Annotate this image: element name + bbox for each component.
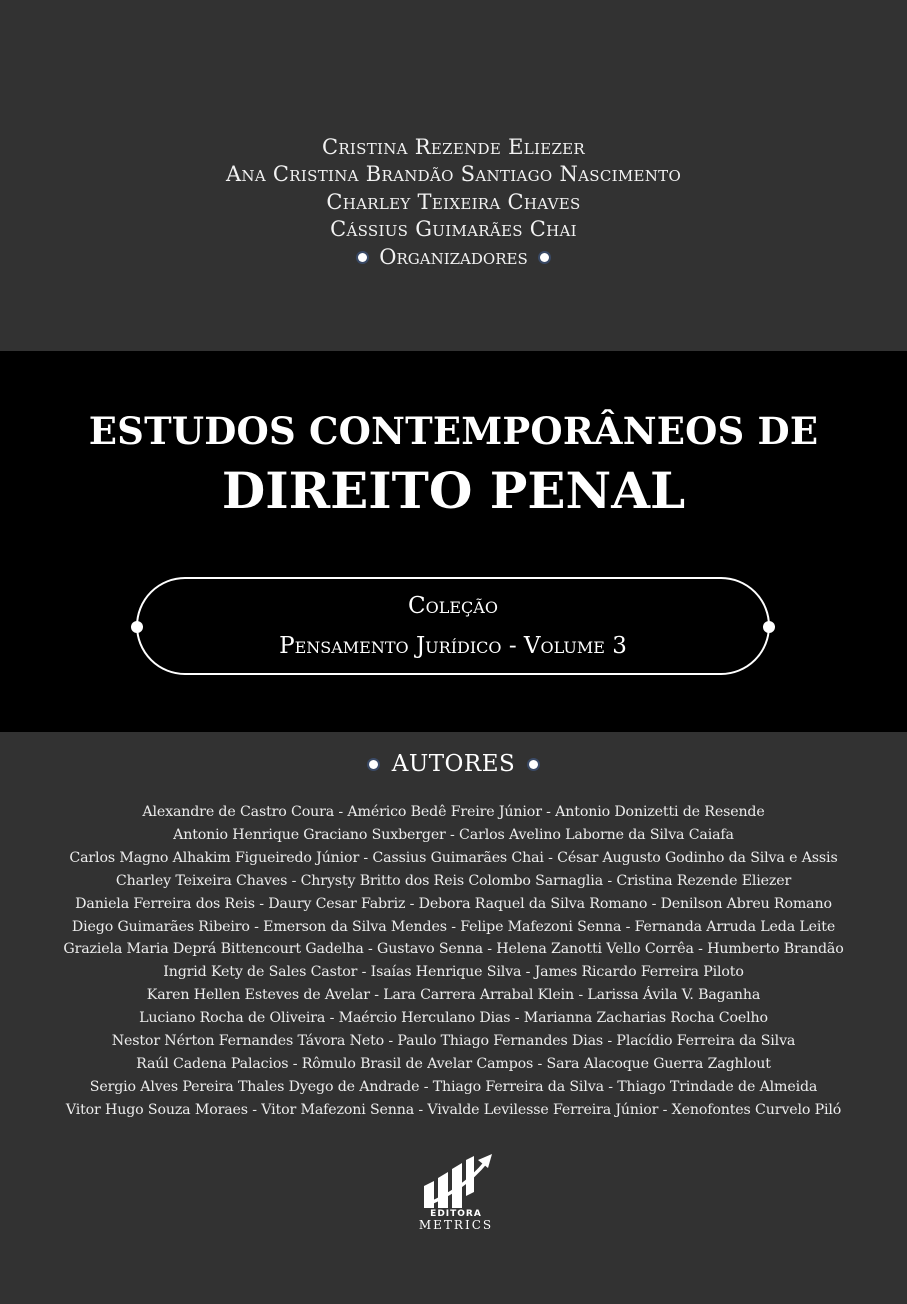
collection-frame xyxy=(136,577,770,675)
publisher-name: METRICS xyxy=(418,1218,494,1232)
bullet-dot-icon xyxy=(529,760,538,769)
author-line: Daniela Ferreira dos Reis - Daury Cesar Fabriz - Debora Raquel da Silva Romano - Denilson Abreu Romano xyxy=(75,895,832,912)
collection-label: Coleção xyxy=(408,593,498,619)
author-line: Vitor Hugo Souza Moraes - Vitor Mafezoni Senna - Vivalde Levilesse Ferreira Júnior - Xenofontes Curvelo Piló xyxy=(65,1101,842,1118)
bar-chart-arrow-icon xyxy=(414,1152,498,1210)
author-line: Nestor Nérton Fernandes Távora Neto - Paulo Thiago Fernandes Dias - Placídio Ferreira da Silva xyxy=(111,1033,796,1050)
author-line: Raúl Cadena Palacios - Rômulo Brasil de Avelar Campos - Sara Alacoque Guerra Zaghlout xyxy=(136,1055,771,1072)
bullet-dot-icon xyxy=(540,253,549,262)
author-line: Karen Hellen Esteves de Avelar - Lara Carrera Arrabal Klein - Larissa Ávila V. Baganha xyxy=(146,987,761,1004)
organizer-name: Charley Teixeira Chaves xyxy=(326,189,581,214)
organizer-name: Ana Cristina Brandão Santiago Nascimento xyxy=(225,162,682,187)
organizers-role xyxy=(0,244,907,271)
organizers-section xyxy=(0,0,907,351)
author-line: Luciano Rocha de Oliveira - Maércio Herculano Dias - Marianna Zacharias Rocha Coelho xyxy=(139,1010,768,1027)
bullet-dot-icon xyxy=(358,253,367,262)
author-line: Diego Guimarães Ribeiro - Emerson da Silva Mendes - Felipe Mafezoni Senna - Fernanda Arruda Leda Leite xyxy=(71,918,836,935)
organizers-role-label: Organizadores xyxy=(379,244,528,269)
author-line: Carlos Magno Alhakim Figueiredo Júnior - Cassius Guimarães Chai - César Augusto Godinho da Silva e Assis xyxy=(69,849,838,866)
author-line: Sergio Alves Pereira Thales Dyego de Andrade - Thiago Ferreira da Silva - Thiago Trindade de Almeida xyxy=(89,1078,818,1095)
publisher-label: EDITORA xyxy=(430,1209,482,1219)
organizers-list xyxy=(0,134,907,271)
authors-list xyxy=(0,801,907,1122)
organizer-name: Cássius Guimarães Chai xyxy=(330,217,577,242)
publisher-logo xyxy=(414,1152,498,1234)
bullet-dot-icon xyxy=(369,760,378,769)
title-band xyxy=(0,351,907,732)
author-line: Ingrid Kety de Sales Castor - Isaías Henrique Silva - James Ricardo Ferreira Piloto xyxy=(163,964,744,981)
book-title-line2: DIREITO PENAL xyxy=(221,461,686,520)
author-line: Charley Teixeira Chaves - Chrysty Britto dos Reis Colombo Sarnaglia - Cristina Rezende Eliezer xyxy=(115,872,792,889)
author-line: Alexandre de Castro Coura - Américo Bedê Freire Júnior - Antonio Donizetti de Resende xyxy=(142,804,765,820)
book-title-line1: ESTUDOS CONTEMPORÂNEOS DE xyxy=(88,409,819,453)
author-line: Antonio Henrique Graciano Suxberger - Carlos Avelino Laborne da Silva Caiafa xyxy=(173,826,734,843)
authors-heading xyxy=(0,748,907,780)
organizer-name: Cristina Rezende Eliezer xyxy=(321,135,586,159)
author-line: Graziela Maria Deprá Bittencourt Gadelha - Gustavo Senna - Helena Zanotti Vello Corrêa - Humberto Brandão xyxy=(63,941,844,958)
authors-heading-label: AUTORES xyxy=(391,751,516,777)
collection-volume: Pensamento Jurídico - Volume 3 xyxy=(279,633,627,659)
